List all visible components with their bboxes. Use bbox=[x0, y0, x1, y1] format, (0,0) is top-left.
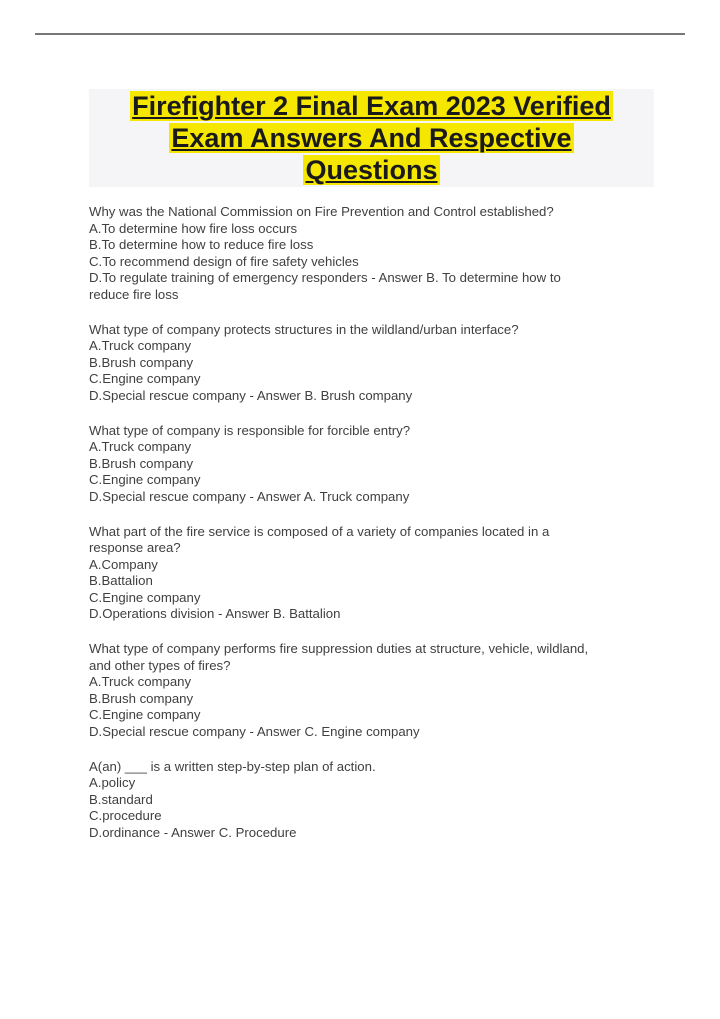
question-5 bbox=[89, 641, 649, 741]
question-3-prompt: What type of company is responsible for forcible entry? bbox=[89, 422, 411, 438]
question-3-option-d-answer: D.Special rescue company - Answer A. Truck company bbox=[89, 488, 410, 504]
question-1-option-c: C.To recommend design of fire safety vehicles bbox=[89, 253, 359, 269]
question-5-prompt: What type of company performs fire suppression duties at structure, vehicle, wildland, bbox=[89, 641, 589, 657]
document-title-line-3: Questions bbox=[305, 155, 438, 185]
question-6-prompt: A(an) ___ is a written step-by-step plan of action. bbox=[89, 758, 376, 774]
document-title-line-1: Firefighter 2 Final Exam 2023 Verified bbox=[132, 91, 611, 121]
question-1-prompt: Why was the National Commission on Fire Prevention and Control established? bbox=[89, 204, 554, 219]
question-1-option-b: B.To determine how to reduce fire loss bbox=[89, 237, 314, 253]
question-5-option-c: C.Engine company bbox=[89, 707, 201, 723]
question-1 bbox=[89, 204, 649, 304]
question-1-option-a: A.To determine how fire loss occurs bbox=[89, 220, 298, 236]
question-5-option-b: B.Brush company bbox=[89, 690, 194, 706]
question-5-prompt-continued: and other types of fires? bbox=[89, 657, 231, 673]
question-6 bbox=[89, 759, 649, 842]
question-4-option-d-answer: D.Operations division - Answer B. Battalion bbox=[89, 606, 341, 622]
question-5-option-d-answer: D.Special rescue company - Answer C. Engine company bbox=[89, 724, 420, 740]
question-3-option-b: B.Brush company bbox=[89, 455, 194, 471]
question-6-option-b: B.standard bbox=[89, 791, 153, 807]
question-1-option-d-answer: D.To regulate training of emergency responders - Answer B. To determine how to bbox=[89, 270, 561, 286]
question-2-option-c: C.Engine company bbox=[89, 371, 201, 387]
question-3-option-a: A.Truck company bbox=[89, 439, 192, 455]
question-6-option-d-answer: D.ordinance - Answer C. Procedure bbox=[89, 825, 297, 840]
document-title-line-2: Exam Answers And Respective bbox=[171, 123, 572, 153]
document-title-block bbox=[89, 89, 654, 187]
question-4-prompt: What part of the fire service is composed of a variety of companies located in a bbox=[89, 523, 550, 539]
question-4-option-c: C.Engine company bbox=[89, 589, 201, 605]
question-5-option-a: A.Truck company bbox=[89, 674, 192, 690]
question-2-option-a: A.Truck company bbox=[89, 338, 192, 354]
question-4-option-b: B.Battalion bbox=[89, 573, 153, 589]
top-divider bbox=[35, 33, 685, 35]
question-2 bbox=[89, 322, 649, 405]
question-2-prompt: What type of company protects structures in the wildland/urban interface? bbox=[89, 321, 519, 337]
question-4-prompt-continued: response area? bbox=[89, 540, 181, 556]
questions-list bbox=[89, 204, 649, 860]
question-2-option-d-answer: D.Special rescue company - Answer B. Brush company bbox=[89, 387, 413, 403]
question-6-option-c: C.procedure bbox=[89, 808, 162, 824]
question-4-option-a: A.Company bbox=[89, 556, 158, 572]
question-1-answer-continued: reduce fire loss bbox=[89, 286, 179, 302]
question-3 bbox=[89, 423, 649, 506]
question-6-option-a: A.policy bbox=[89, 775, 136, 791]
question-3-option-c: C.Engine company bbox=[89, 472, 201, 488]
question-4 bbox=[89, 524, 649, 624]
question-2-option-b: B.Brush company bbox=[89, 354, 194, 370]
